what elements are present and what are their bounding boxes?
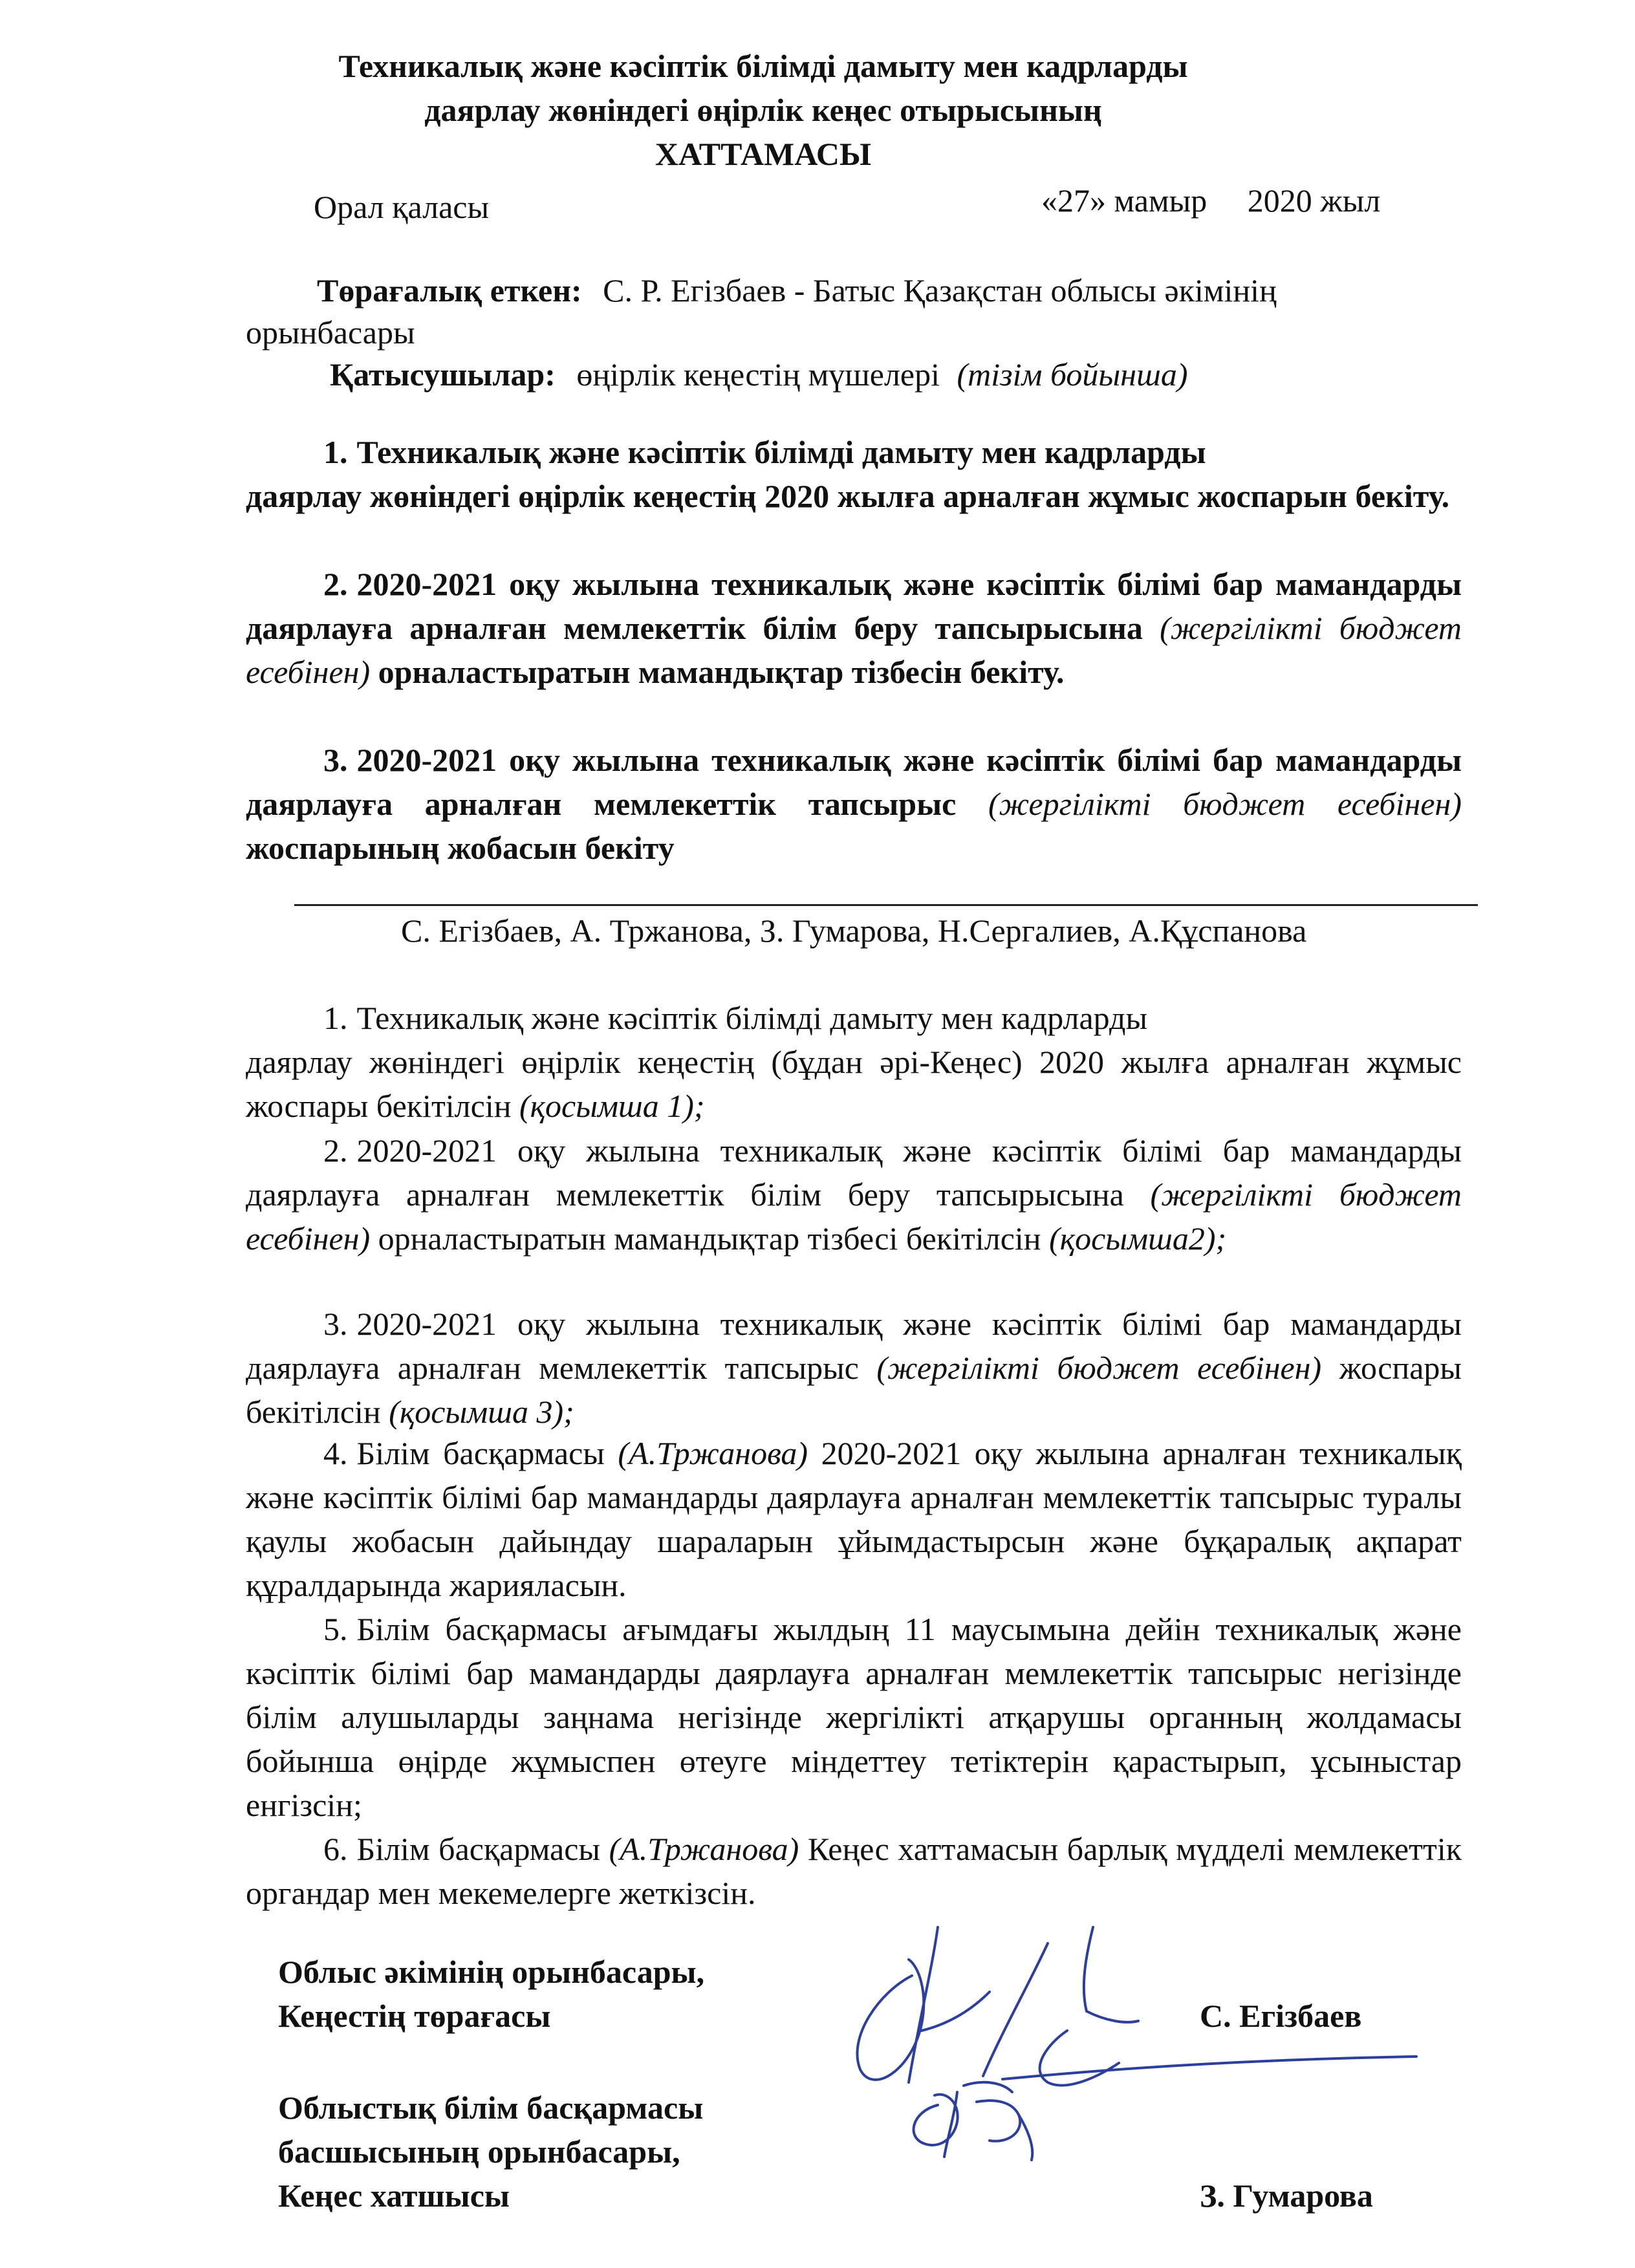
decision-1-first-line: 1. Техникалық және кәсіптік білімді дамыту мен кадрларды bbox=[323, 1000, 1148, 1036]
speakers: С. Егізбаев, А. Тржанова, З. Гумарова, Н.Сергалиев, А.Құспанова bbox=[401, 913, 1307, 949]
decision-6: 6. Білім басқармасы (А.Тржанова) Кеңес хаттамасын барлық мүдделі мемлекеттік органдар мен мекемелерге жеткізсін. bbox=[246, 1831, 1462, 1911]
chair-text: С. Р. Егізбаев - Батыс Қазақстан облысы әкімінің bbox=[603, 272, 1277, 308]
signatory-1-name: С. Егізбаев bbox=[1200, 1998, 1362, 2034]
chair-text-line2: орынбасары bbox=[246, 314, 415, 351]
participants-line bbox=[246, 352, 1462, 396]
signatory-1-title-line1: Облыс әкімінің орынбасары, bbox=[278, 1954, 705, 1990]
decision-1: даярлау жөніндегі өңірлік кеңестің (бұдан әрі-Кеңес) 2020 жылға арналған жұмыс жоспары бекітілсін (қосымша 1); bbox=[246, 1044, 1462, 1124]
decision-2: 2. 2020-2021 оқу жылына техникалық және кәсіптік білімі бар мамандарды даярлауға арналған мемлекеттік білім беру тапсырысына (жергілікті бюджет есебінен) орналастыратын мамандықтар тізбесі бекітілсін (қосымша2); bbox=[246, 1132, 1462, 1257]
document-title-line2: даярлау жөніндегі өңірлік кеңес отырысының bbox=[424, 92, 1102, 128]
agenda-item-1-rest: даярлау жөніндегі өңірлік кеңестің 2020 жылға арналған жұмыс жоспарын бекіту. bbox=[246, 478, 1450, 514]
decision-3: 3. 2020-2021 оқу жылына техникалық және кәсіптік білімі бар мамандарды даярлауға арналған мемлекеттік тапсырыс (жергілікті бюджет есебінен) жоспары бекітілсін (қосымша 3); bbox=[246, 1306, 1462, 1430]
decision-4: 4. Білім басқармасы (А.Тржанова) 2020-2021 оқу жылына арналған техникалық және кәсіптік білімі бар мамандарды даярлауға арналған мемлекеттік тапсырыс туралы қаулы жобасын дайындау шараларын ұйымдастырсын және бұқаралық ақпарат құралдарында жарияласын. bbox=[246, 1435, 1462, 1603]
agenda-item-1-first-line: 1. Техникалық және кәсіптік білімді дамыту мен кадрларды bbox=[323, 434, 1206, 470]
signatory-2-title-line3: Кеңес хатшысы bbox=[278, 2177, 510, 2214]
signature-2-handwritten bbox=[899, 2066, 1067, 2163]
signatory-1-title-line2: Кеңестің төрағасы bbox=[278, 1998, 551, 2034]
date: «27» мамыр 2020 жыл bbox=[1041, 182, 1381, 219]
document-title-heading: ХАТТАМАСЫ bbox=[655, 136, 872, 172]
agenda-item-2: 2. 2020-2021 оқу жылына техникалық және кәсіптік білімі бар мамандарды даярлауға арналған мемлекеттік білім беру тапсырысына (жергілікті бюджет есебінен) орналастыратын мамандықтар тізбесін бекіту. bbox=[246, 566, 1462, 690]
signatory-2-title-line2: басшысының орынбасары, bbox=[278, 2133, 680, 2170]
decision-5: 5. Білім басқармасы ағымдағы жылдың 11 маусымына дейін техникалық және кәсіптік білімі бар мамандарды даярлауға арналған мемлекеттік тапсырыс негізінде білім алушыларды заңнама негізінде жергілікті атқарушы органның жолдамасы бойынша өңірде жұмыспен өтеуге міндеттеу тетіктерін қарастырып, ұсыныстар енгізсін; bbox=[246, 1611, 1462, 1823]
signatory-2-name: З. Гумарова bbox=[1200, 2177, 1373, 2214]
signatory-2-title-line1: Облыстық білім басқармасы bbox=[278, 2090, 704, 2126]
document-title-line1: Техникалық және кәсіптік білімді дамыту мен кадрларды bbox=[338, 48, 1188, 84]
separator-line bbox=[294, 904, 1478, 906]
participants-text: өңірлік кеңестің мүшелері bbox=[576, 356, 940, 393]
city: Орал қаласы bbox=[314, 189, 490, 225]
agenda-item-3: 3. 2020-2021 оқу жылына техникалық және кәсіптік білімі бар мамандарды даярлауға арналған мемлекеттік тапсырыс (жергілікті бюджет есебінен) жоспарының жобасын бекіту bbox=[246, 742, 1462, 866]
chair-line bbox=[246, 268, 1462, 312]
participants-note: (тізім бойынша) bbox=[957, 356, 1188, 393]
participants-label: Қатысушылар: bbox=[330, 356, 556, 393]
chair-label: Төрағалық еткен: bbox=[317, 272, 582, 308]
